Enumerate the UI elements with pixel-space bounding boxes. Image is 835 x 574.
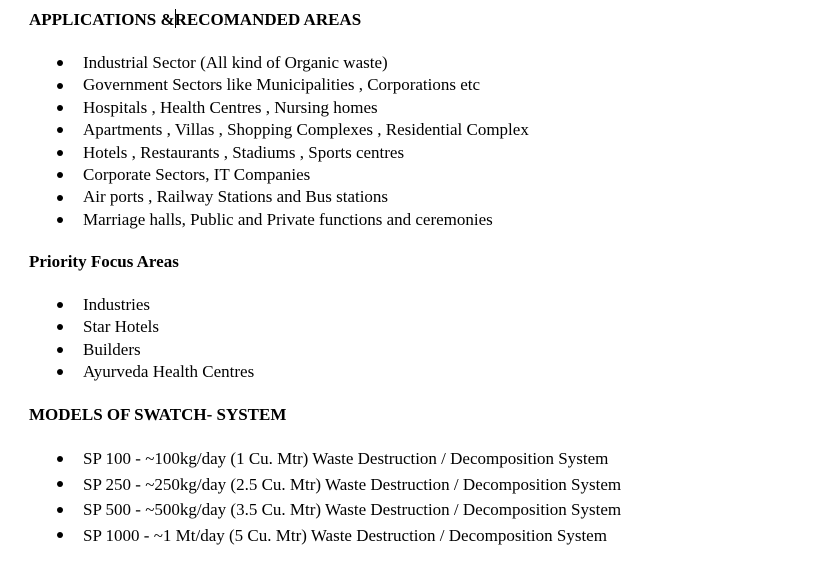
list-item: SP 1000 - ~1 Mt/day (5 Cu. Mtr) Waste Destruction / Decomposition System	[0, 523, 621, 549]
list-item: Hotels , Restaurants , Stadiums , Sports centres	[0, 142, 529, 164]
list-item: SP 500 - ~500kg/day (3.5 Cu. Mtr) Waste Destruction / Decomposition System	[0, 497, 621, 523]
applications-heading-part2: RECOMANDED AREAS	[174, 10, 362, 29]
list-item: SP 100 - ~100kg/day (1 Cu. Mtr) Waste Destruction / Decomposition System	[0, 446, 621, 472]
models-list	[0, 446, 621, 548]
list-item: SP 250 - ~250kg/day (2.5 Cu. Mtr) Waste Destruction / Decomposition System	[0, 472, 621, 498]
list-item: Ayurveda Health Centres	[0, 361, 254, 383]
priority-list	[0, 294, 254, 383]
list-item: Industries	[0, 294, 254, 316]
list-item: Builders	[0, 339, 254, 361]
applications-heading-part1: APPLICATIONS &	[29, 10, 175, 29]
list-item: Government Sectors like Municipalities , Corporations etc	[0, 74, 529, 96]
list-item: Apartments , Villas , Shopping Complexes , Residential Complex	[0, 119, 529, 141]
applications-heading	[29, 9, 361, 30]
list-item: Hospitals , Health Centres , Nursing homes	[0, 97, 529, 119]
list-item: Air ports , Railway Stations and Bus stations	[0, 186, 529, 208]
list-item: Industrial Sector (All kind of Organic waste)	[0, 52, 529, 74]
list-item: Star Hotels	[0, 316, 254, 338]
models-heading: MODELS OF SWATCH- SYSTEM	[29, 405, 287, 424]
priority-heading: Priority Focus Areas	[29, 252, 179, 271]
applications-list	[0, 52, 529, 231]
list-item: Corporate Sectors, IT Companies	[0, 164, 529, 186]
list-item: Marriage halls, Public and Private functions and ceremonies	[0, 209, 529, 231]
